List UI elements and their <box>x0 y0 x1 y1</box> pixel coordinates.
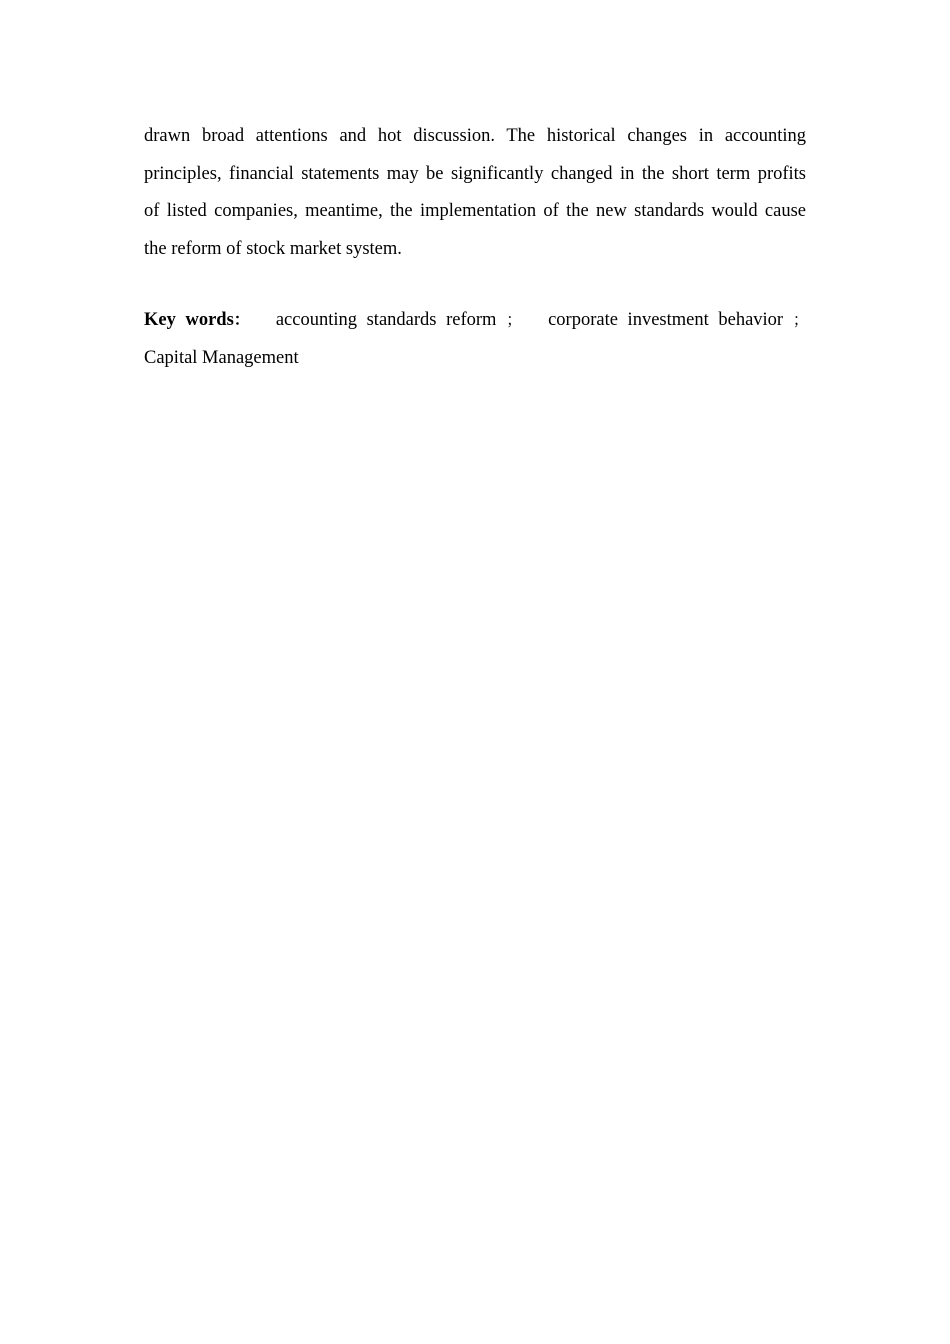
paragraph-line: drawn broad attentions and hot discussion. The historical changes in accounting <box>144 126 806 146</box>
paragraph-line: of listed companies, meantime, the implementation of the new standards would cause <box>144 201 806 221</box>
paragraph-line: the reform of stock market system. <box>144 238 402 259</box>
keywords-block <box>144 302 809 377</box>
keyword-item: corporate investment behavior <box>548 310 784 330</box>
keyword-separator: ； <box>506 312 523 329</box>
keyword-separator: ； <box>792 312 809 329</box>
paragraph-line: principles, financial statements may be significantly changed in the short term profits <box>144 163 806 184</box>
keywords-label-separator: ： <box>233 312 250 329</box>
abstract-paragraph <box>144 118 806 268</box>
keywords-line <box>144 302 809 340</box>
keywords-label: Key words <box>144 310 234 330</box>
keyword-item: accounting standards reform <box>275 310 497 330</box>
keyword-item: Capital Management <box>144 347 299 368</box>
